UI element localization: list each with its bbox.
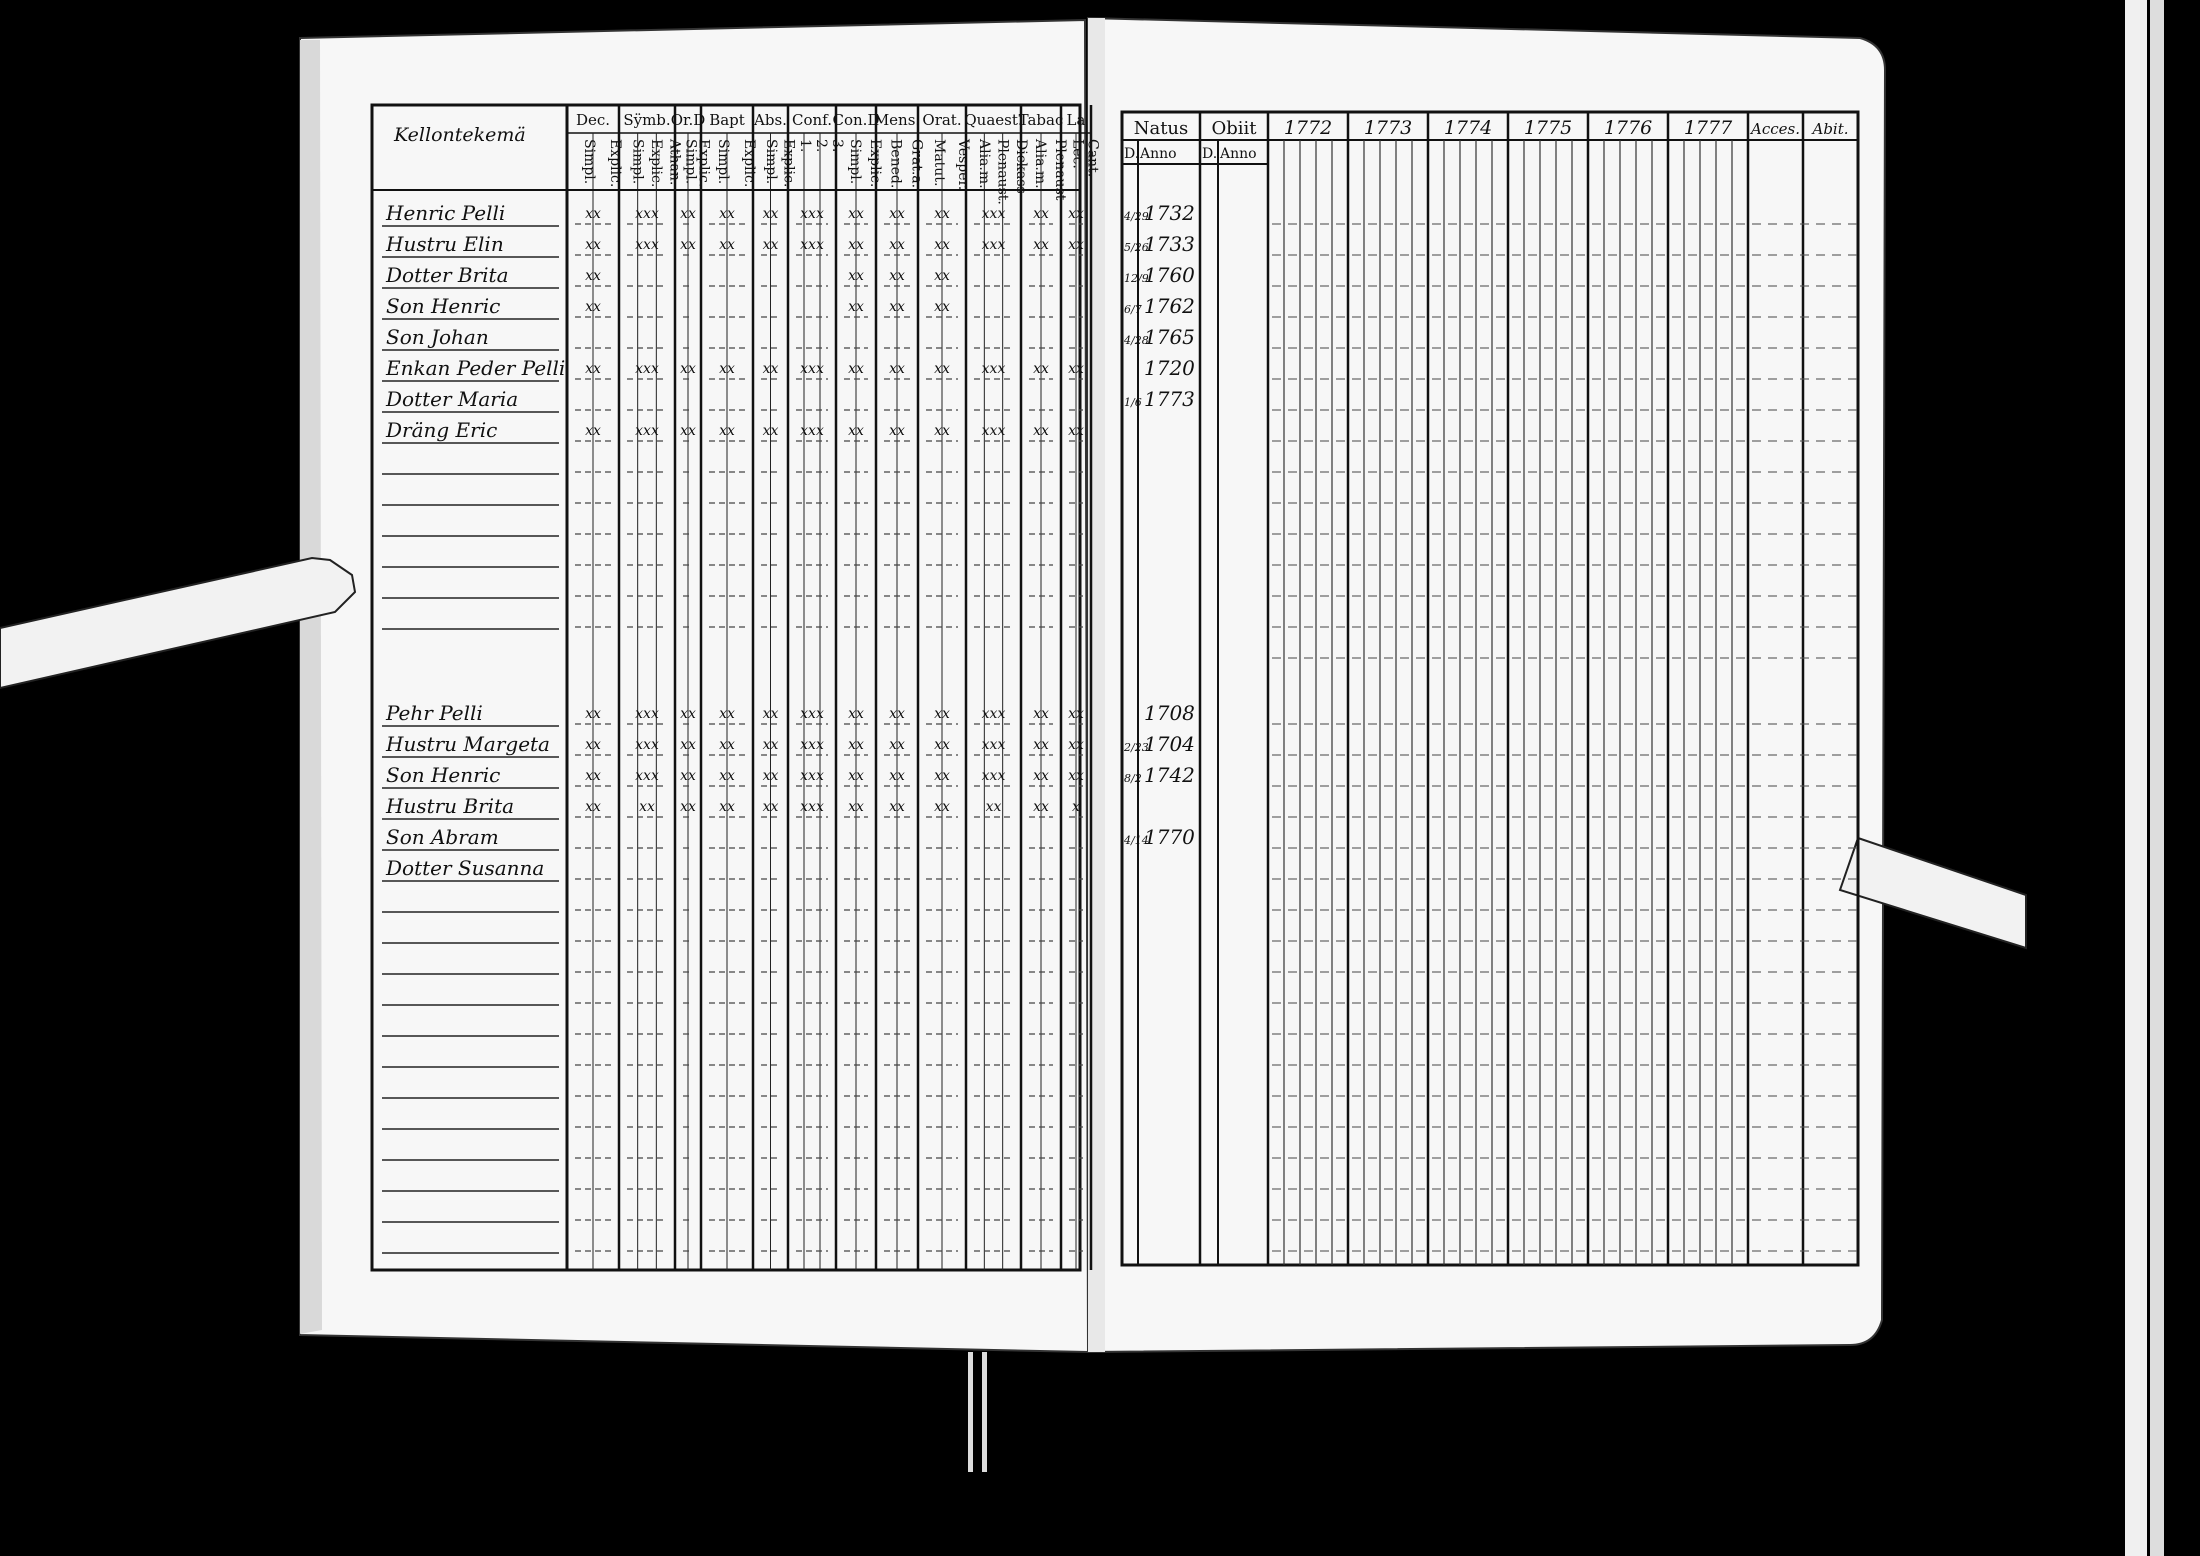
member-name: Enkan Peder Pelli <box>386 356 566 380</box>
catechism-mark: xx <box>934 237 950 253</box>
catechism-mark: xxx <box>800 706 824 722</box>
catechism-mark: xx <box>889 206 905 222</box>
catechism-mark: xx <box>585 737 601 753</box>
catechism-mark: xx <box>719 237 735 253</box>
member-name: Son Henric <box>386 763 501 787</box>
birth-year: 1732 <box>1144 201 1195 225</box>
member-name: Henric Pelli <box>386 201 506 225</box>
catechism-mark: xx <box>762 706 779 722</box>
column-subheader: Explic. <box>741 139 757 188</box>
catechism-mark: xx <box>585 361 601 377</box>
column-subheader: 3. <box>829 139 845 153</box>
catechism-mark: xx <box>1068 423 1084 439</box>
birth-year: 1760 <box>1144 263 1195 287</box>
catechism-mark: xx <box>934 361 950 377</box>
member-row <box>386 825 499 849</box>
birth-year: 1770 <box>1144 825 1195 849</box>
column-header: Sÿmb. <box>623 111 671 129</box>
member-name: Pehr Pelli <box>386 701 483 725</box>
catechism-mark: xx <box>848 706 864 722</box>
catechism-mark: xx <box>719 737 735 753</box>
catechism-mark: xx <box>889 799 905 815</box>
member-name: Hustru Margeta <box>386 732 550 756</box>
right-page <box>1088 18 1885 1352</box>
catechism-mark: xxx <box>800 799 824 815</box>
column-subheader: Plenaust. <box>994 139 1011 205</box>
column-subheader: Simpl. <box>581 139 597 185</box>
catechism-mark: xx <box>985 799 1002 815</box>
column-subheader: Cant. <box>1084 139 1101 178</box>
member-name: Dotter Susanna <box>386 856 545 880</box>
catechism-mark: xx <box>1068 206 1084 222</box>
catechism-mark: xxx <box>800 737 824 753</box>
catechism-mark: xxx <box>635 423 659 439</box>
column-subheader: 1. <box>797 139 813 153</box>
member-name: Hustru Brita <box>386 794 515 818</box>
catechism-mark: xx <box>934 268 950 284</box>
catechism-mark: xx <box>762 206 779 222</box>
catechism-mark: xxx <box>635 361 659 377</box>
catechism-mark: xx <box>719 206 735 222</box>
catechism-mark: xxx <box>981 706 1006 722</box>
catechism-mark: xx <box>848 799 864 815</box>
catechism-mark: xx <box>889 237 905 253</box>
column-header: Conf. <box>792 111 832 129</box>
birth-day: 5/26 <box>1124 241 1149 254</box>
catechism-mark: xx <box>585 799 601 815</box>
catechism-mark: xx <box>1033 737 1049 753</box>
birth-year: 1762 <box>1144 294 1195 318</box>
column-subheader: Simpl. <box>847 139 863 185</box>
column-subheader: Explic. <box>648 139 664 188</box>
catechism-mark: xx <box>934 768 950 784</box>
catechism-mark: xx <box>1068 361 1084 377</box>
catechism-mark: xx <box>848 423 864 439</box>
birth-year: 1720 <box>1144 356 1195 380</box>
catechism-mark: xx <box>889 768 905 784</box>
birth-day: 8/2 <box>1124 772 1142 785</box>
column-header: Dec. <box>575 111 611 129</box>
catechism-mark: xx <box>1068 706 1084 722</box>
catechism-mark: xx <box>639 799 655 815</box>
catechism-mark: xx <box>762 768 779 784</box>
catechism-mark: xx <box>889 706 905 722</box>
catechism-mark: xx <box>585 206 601 222</box>
abiit-header: Abit. <box>1812 120 1849 138</box>
catechism-mark: xx <box>680 706 696 722</box>
column-subheader: Matut. <box>931 139 947 187</box>
column-subheader: Bened. <box>887 139 904 189</box>
year-header: 1775 <box>1523 117 1573 139</box>
catechism-mark: xxx <box>981 423 1006 439</box>
catechism-mark: xx <box>889 361 905 377</box>
birth-day: 4/28 <box>1124 334 1149 347</box>
column-subheader: Athan. <box>666 139 683 186</box>
birth-day: 4/14 <box>1124 834 1149 847</box>
catechism-mark: xx <box>848 268 864 284</box>
catechism-mark: xxx <box>800 237 824 253</box>
member-name: Son Johan <box>386 325 489 349</box>
birth-day: 1/6 <box>1124 396 1142 409</box>
catechism-mark: xx <box>680 206 696 222</box>
catechism-mark: xxx <box>981 237 1006 253</box>
catechism-mark: xx <box>848 237 864 253</box>
column-subheader: Explic. <box>695 139 712 188</box>
catechism-mark: xx <box>762 361 779 377</box>
column-header: Orat. <box>922 111 962 129</box>
catechism-mark: xx <box>889 737 905 753</box>
catechism-mark: xxx <box>981 737 1006 753</box>
spine-cord <box>968 1352 973 1472</box>
catechism-mark: xx <box>1033 423 1049 439</box>
birth-day: 12/9 <box>1124 272 1149 285</box>
birth-year: 1765 <box>1144 325 1195 349</box>
catechism-mark: xxx <box>635 768 659 784</box>
anno-subheader: Anno <box>1140 146 1177 162</box>
column-header: La <box>1066 111 1086 129</box>
birth-year: 1704 <box>1144 732 1195 756</box>
birth-row <box>1144 701 1195 725</box>
catechism-mark: xx <box>680 361 696 377</box>
catechism-mark: xxx <box>981 768 1006 784</box>
catechism-mark: xx <box>934 206 950 222</box>
column-subheader: 2. <box>813 139 829 153</box>
column-subheader: Alia.m. <box>1032 139 1048 189</box>
member-name: Son Abram <box>386 825 499 849</box>
catechism-mark: xx <box>934 737 950 753</box>
catechism-mark: xx <box>585 423 601 439</box>
year-header: 1772 <box>1283 117 1333 139</box>
catechism-mark: xx <box>585 237 601 253</box>
column-subheader: Vesper. <box>955 139 971 191</box>
catechism-mark: xxx <box>981 361 1006 377</box>
column-subheader: Grat.a. <box>908 139 925 189</box>
birth-year: 1733 <box>1144 232 1195 256</box>
column-subheader: Simpl. <box>629 139 646 185</box>
catechism-mark: xx <box>848 737 864 753</box>
column-header: Bapt <box>709 111 745 129</box>
catechism-mark: xxx <box>800 768 824 784</box>
catechism-mark: xx <box>719 361 735 377</box>
column-header: Or.D <box>670 111 706 129</box>
catechism-mark: xx <box>934 706 950 722</box>
catechism-mark: xx <box>1033 768 1049 784</box>
catechism-mark: xx <box>934 423 950 439</box>
birth-day: 4/29 <box>1124 210 1149 223</box>
catechism-mark: xx <box>762 737 779 753</box>
catechism-mark: xx <box>762 237 779 253</box>
member-name: Son Henric <box>386 294 501 318</box>
year-header: 1776 <box>1603 117 1653 139</box>
column-subheader: Simpl. <box>762 139 779 185</box>
catechism-mark: xx <box>680 737 696 753</box>
member-name: Hustru Elin <box>386 232 504 256</box>
year-header: 1777 <box>1683 117 1733 139</box>
natus-header: Natus <box>1133 118 1189 139</box>
d-subheader: D. <box>1202 146 1218 162</box>
birth-year: 1773 <box>1144 387 1195 411</box>
column-subheader: Simpl. <box>715 139 731 185</box>
catechism-mark: xxx <box>635 706 659 722</box>
column-subheader: Simpl. <box>682 139 699 185</box>
catechism-mark: xx <box>889 423 905 439</box>
column-header: Tabac <box>1018 111 1064 129</box>
catechism-mark: xxx <box>635 206 659 222</box>
column-subheader: Explic. <box>780 139 797 188</box>
d-subheader: D. <box>1124 146 1140 162</box>
column-subheader: Plenaust <box>1052 139 1068 201</box>
catechism-mark: xx <box>1033 799 1049 815</box>
catechism-mark: xx <box>934 799 950 815</box>
catechism-mark: xx <box>848 768 864 784</box>
birth-year: 1742 <box>1144 763 1195 787</box>
birth-year: 1708 <box>1144 701 1195 725</box>
catechism-mark: xxx <box>800 206 824 222</box>
year-header: 1774 <box>1443 117 1493 139</box>
catechism-mark: xx <box>719 706 735 722</box>
column-subheader: Alia.m. <box>976 139 993 189</box>
village-name: Kellontekemä <box>394 124 526 146</box>
column-subheader: Lec. <box>1069 139 1086 169</box>
member-row <box>385 387 518 411</box>
catechism-mark: xx <box>889 299 905 315</box>
catechism-mark: xx <box>889 268 905 284</box>
catechism-mark: xx <box>719 768 735 784</box>
catechism-mark: xx <box>680 237 696 253</box>
catechism-mark: x <box>1072 799 1080 815</box>
catechism-mark: xx <box>848 361 864 377</box>
birth-day: 2/23 <box>1124 741 1149 754</box>
birth-day: 6/7 <box>1124 303 1142 316</box>
catechism-mark: xx <box>719 423 735 439</box>
catechism-mark: xx <box>1033 237 1049 253</box>
catechism-mark: xx <box>934 299 950 315</box>
column-header: Mens. <box>873 111 921 129</box>
catechism-mark: xx <box>848 206 864 222</box>
column-header: Quaest. <box>964 111 1023 129</box>
member-name: Dräng Eric <box>386 418 498 442</box>
obiit-header: Obiit <box>1211 118 1257 139</box>
column-subheader: Explic. <box>607 139 623 188</box>
year-header: 1773 <box>1363 117 1413 139</box>
catechism-mark: xx <box>762 423 779 439</box>
birth-row <box>1144 356 1195 380</box>
catechism-mark: xx <box>1033 206 1049 222</box>
catechism-mark: xxx <box>800 361 824 377</box>
catechism-mark: xxx <box>800 423 824 439</box>
anno-subheader: Anno <box>1220 146 1257 162</box>
catechism-mark: xx <box>585 768 601 784</box>
catechism-mark: xx <box>719 799 735 815</box>
catechism-mark: xx <box>680 768 696 784</box>
catechism-mark: xx <box>1033 706 1049 722</box>
catechism-mark: xxx <box>635 737 659 753</box>
column-header: Abs. <box>754 111 787 129</box>
catechism-mark: xx <box>680 423 696 439</box>
catechism-mark: xx <box>680 799 696 815</box>
column-header: Con.D <box>832 111 880 129</box>
accessit-header: Acces. <box>1751 120 1800 138</box>
catechism-mark: xx <box>585 299 601 315</box>
catechism-mark: xx <box>1068 768 1084 784</box>
catechism-mark: xxx <box>635 237 659 253</box>
member-row <box>385 856 544 880</box>
member-row <box>386 325 489 349</box>
catechism-mark: xxx <box>981 206 1006 222</box>
column-subheader: Explic. <box>867 139 883 188</box>
catechism-mark: xx <box>762 799 779 815</box>
column-subheader: Dickass <box>1012 139 1029 194</box>
catechism-mark: xx <box>1033 361 1049 377</box>
catechism-mark: xx <box>585 706 601 722</box>
catechism-mark: xx <box>1068 737 1084 753</box>
catechism-mark: xx <box>848 299 864 315</box>
catechism-mark: xx <box>585 268 601 284</box>
catechism-mark: xx <box>1068 237 1084 253</box>
member-name: Dotter Brita <box>386 263 509 287</box>
member-name: Dotter Maria <box>386 387 519 411</box>
